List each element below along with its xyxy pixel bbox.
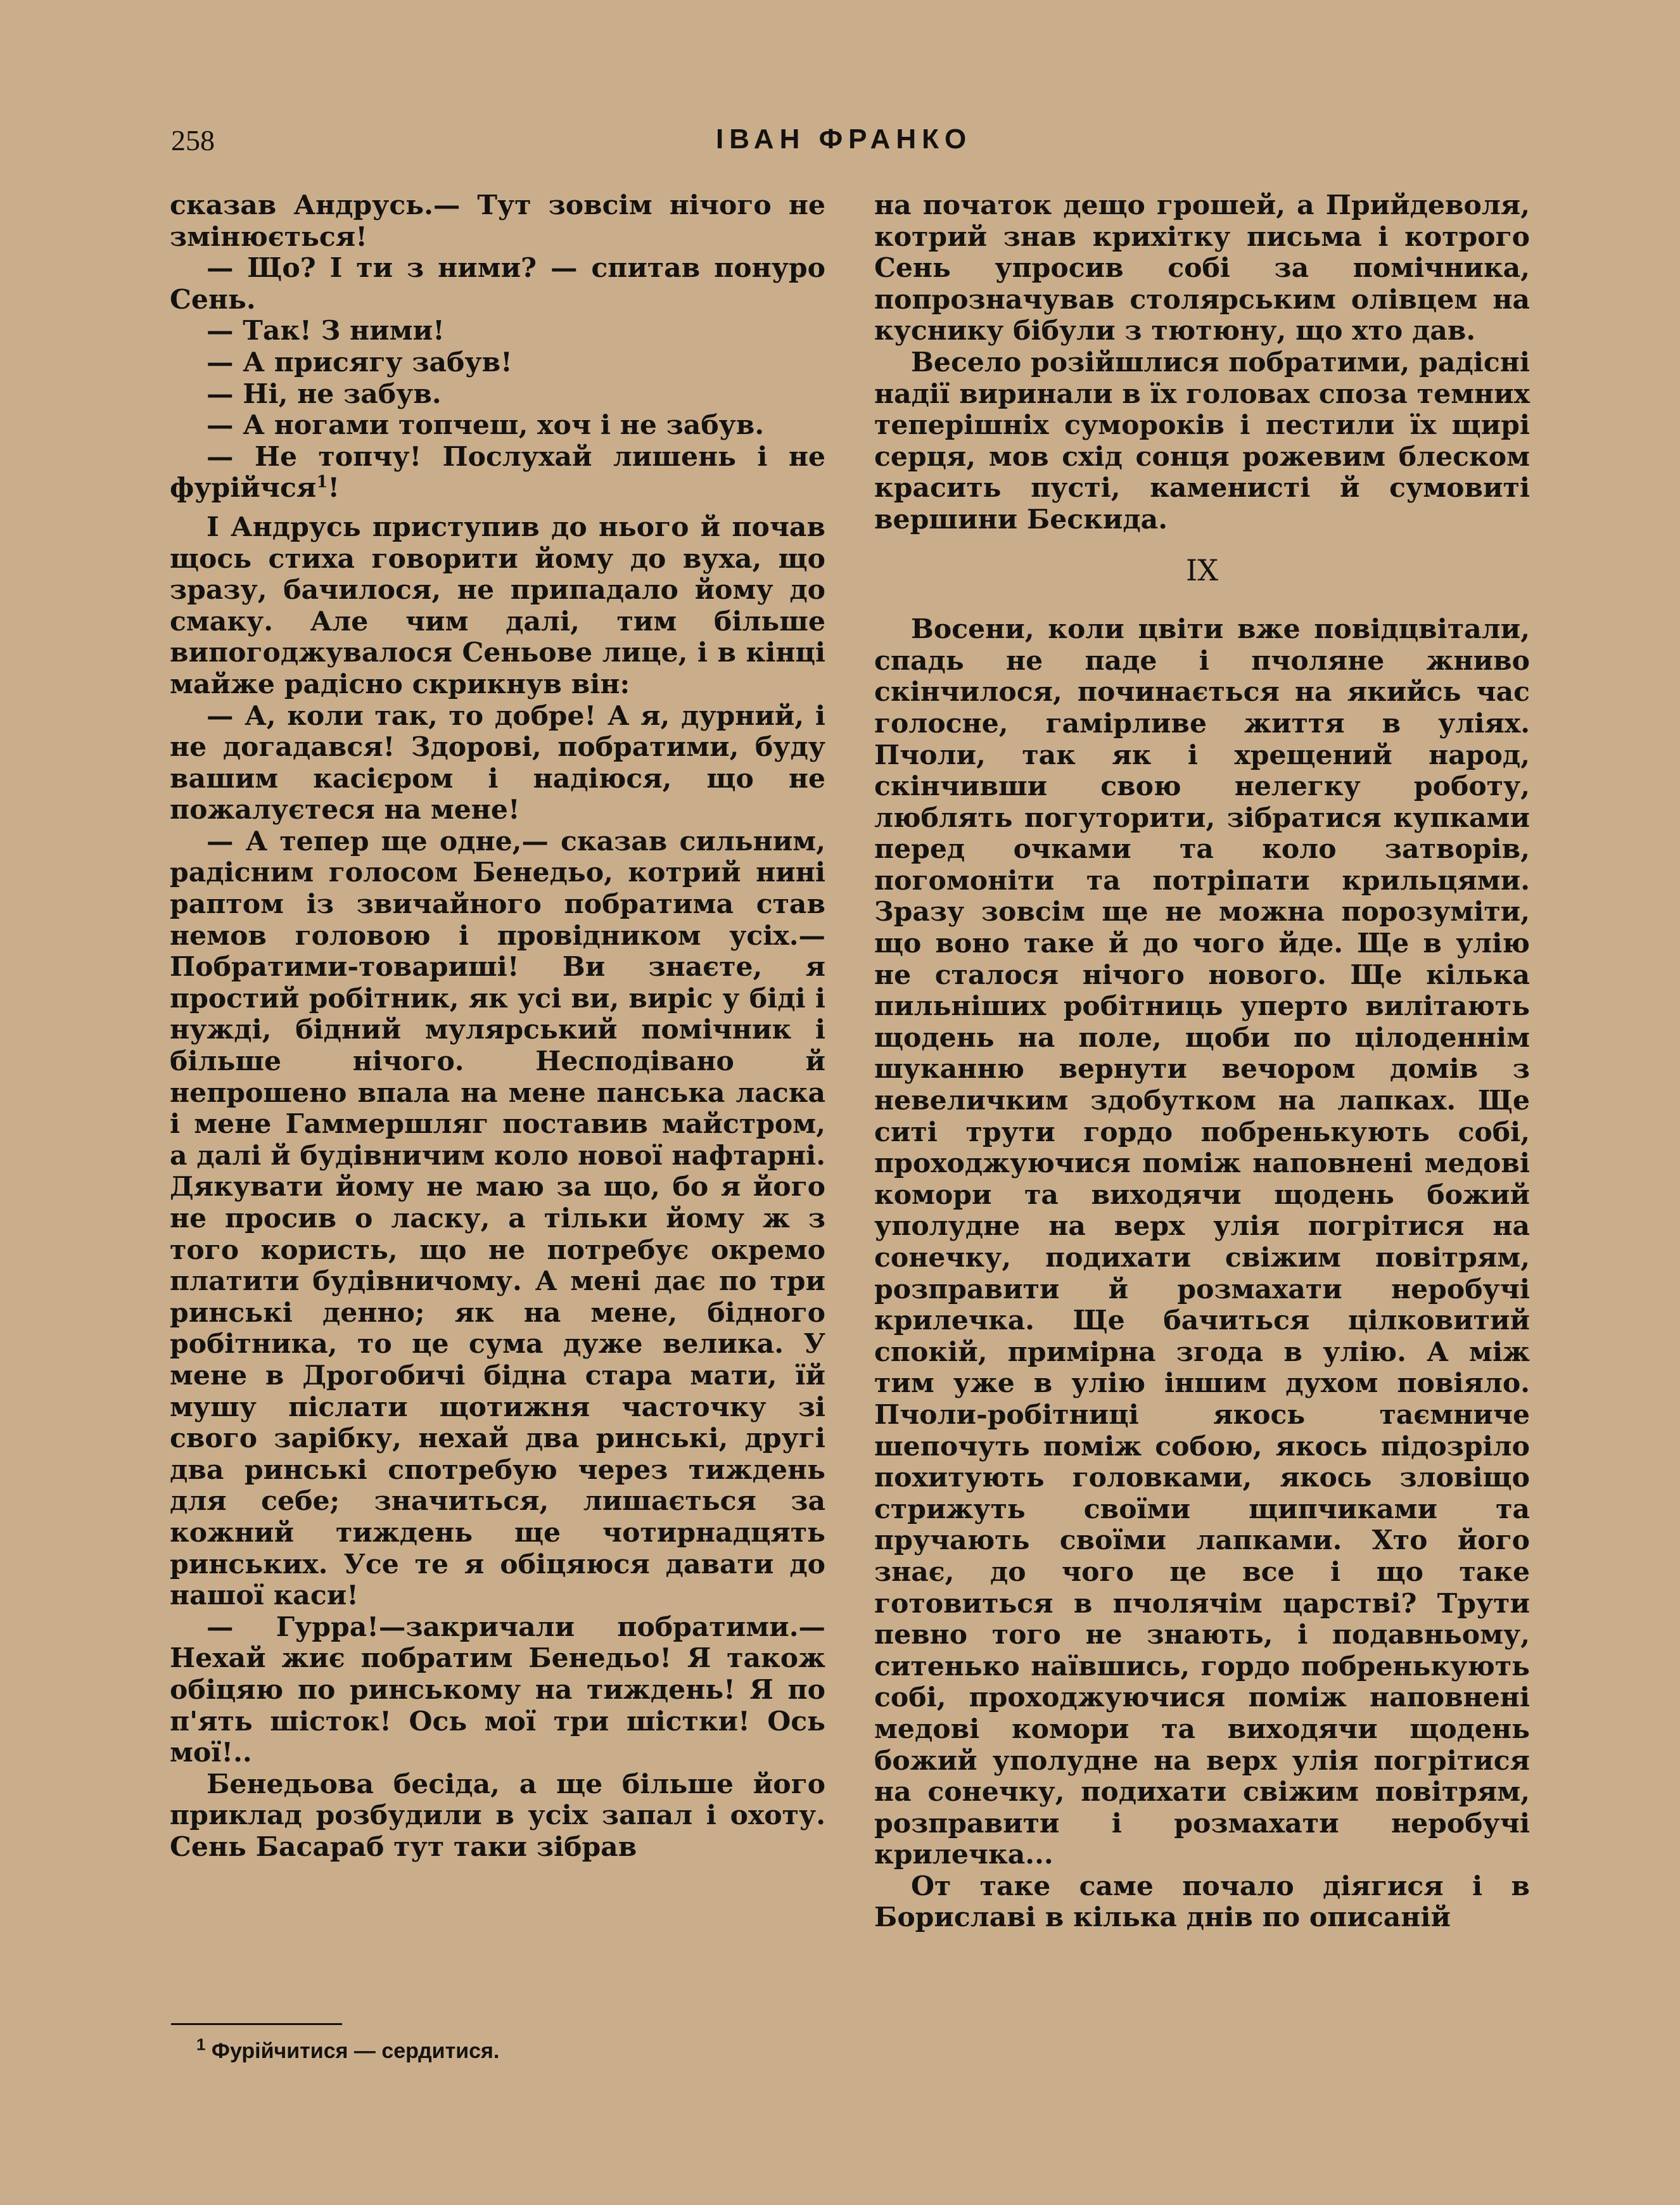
paragraph: — Гурра!—закричали побратими.— Нехай жиє побратим Бенедьо! Я також обіцяю по ринському на тиждень! Я по п'ять шісток! Ось мої три шістки! Ось мої!.. [170, 1611, 825, 1769]
paragraph: — А тепер ще одне,— сказав сильним, радісним голосом Бенедьо, котрий нині раптом із звичайного побратима став немов головою і провідником усіх.— Побратими-товариші! Ви знаєте, я простий робітник, як усі ви, виріс у біді і нужді, бідний мулярський помічник і більше нічого. Несподівано й непрошено впала на мене панська ласка і мене Гаммершляг поставив майстром, а далі й будівничим коло нової нафтарні. Дякувати йому не маю за що, бо я його не просив о ласку, а тільки йому ж з того користь, що не потребує окремо платити будівничому. А мені дає по три ринські денно; як на мене, бідного робітника, то це сума дуже велика. У мене в Дрогобичі бідна стара мати, їй мушу післати щотижня часточку зі свого зарібку, нехай два ринські, другі два ринські спотребую через тиждень для себе; значиться, лишається за кожний тиждень ще чотирнадцять ринських. Усе те я обіцяюся давати до нашої каси! [170, 825, 825, 1612]
paragraph: Восени, коли цвіти вже повідцвітали, спадь не паде і пчоляне жниво скінчилося, починається на якийсь час голосне, гамірливе життя в уліях. Пчоли, так як і хрещений народ, скінчивши свою нелегку роботу, люблять погуторити, зібратися купками перед очками та коло затворів, погомоніти та потріпати крильцями. Зразу зовсім ще не можна порозуміти, що воно таке й до чого йде. Ще в улію не сталося нічого нового. Ще кілька пильніших робітниць уперто вилітають щодень на поле, щоби по цілоденнім шуканню вернути вечором домів з невеличким здобутком на лапках. Ще ситі трути гордо побренькують собі, проходжуючися поміж наповнені медові комори та виходячи щодень божий уполудне на верх улія погрітися на сонечку, подихати свіжим повітрям, розправити й розмахати неробучі крилечка. Ще бачиться цілковитий спокій, примірна згода в улію. А між тим уже в улію іншим духом повіяло. Пчоли-робітниці якось таємниче шепочуть поміж собою, якось підозріло похитують головками, якось зловіщо стрижуть своїми щипчиками та пручають своїми лапками. Хто його знає, до чого це все і що таке готовиться в пчолячім царстві? Трути певно того не знають, і подавньому, ситенько наївшись, гордо побренькують собі, проходжуючися поміж наповнені медові комори та виходячи щодень божий уполудне на верх улія погрітися на сонечку, подихати свіжим повітрям, розправити і розмахати неробучі крилечка... [874, 613, 1530, 1871]
paragraph: І Андрусь приступив до нього й почав щось стиха говорити йому до вуха, що зразу, бачилося, не припадало йому до смаку. Але чим далі, тим більше випогоджувалося Сеньове лице, і в кінці майже радісно скрикнув він: [170, 511, 825, 700]
paragraph: — Що? І ти з ними? — спитав понуро Сень. [170, 252, 825, 316]
paragraph: Весело розійшлися побратими, радісні надії виринали в їх головах споза темних теперішніх суморокiв і пестили їх щирі серця, мов схід сонця рожевим блеском красить пусті, каменисті й сумовиті вершини Бескида. [874, 346, 1530, 535]
footnote-text: Фурійчитися — сердитися. [211, 2039, 500, 2063]
footnote-divider [171, 2023, 342, 2025]
paragraph: — Ні, не забув. [207, 378, 442, 410]
chapter-heading: IX [1186, 553, 1218, 587]
paragraph: — А, коли так, то добре! А я, дурний, і не догадався! Здорові, побратими, буду вашим касієром і надіюся, що не пожалуєтеся на мене! [170, 700, 825, 826]
paragraph: — А ногами топчеш, хоч і не забув. [207, 409, 765, 442]
footnote-marker: 1 [316, 473, 328, 492]
paragraph-with-footnote: — Не топчу! Послухай лишень і не фурійчся$^1$! [170, 440, 825, 504]
paragraph: сказав Андрусь.— Тут зовсім нічого не змінюється! [170, 189, 825, 253]
paragraph: От таке саме почало діягися і в Бориславі в кілька днів по описаній [874, 1870, 1530, 1934]
paragraph: на початок дещо грошей, а Прийдеволя, котрий знав крихітку письма і котрого Сень упросив собі за помічника, попрозначував столярським олівцем на куснику бібули з тютюну, що хто дав. [874, 189, 1530, 347]
paragraph: — А присягу забув! [207, 346, 512, 378]
left-column [170, 190, 825, 1863]
paragraph: — Так! З ними! [207, 315, 445, 347]
paragraph: Бенедьова бесіда, а ще більше його приклад розбудили в усіх запал і охоту. Сень Басараб тут таки зібрав [170, 1768, 825, 1863]
footnote-marker: 1 [196, 2035, 206, 2054]
footnote [196, 2035, 500, 2064]
page-header [171, 124, 1533, 162]
right-column [874, 190, 1530, 1934]
paragraph-text: — Не топчу! Послухай лишень і не фурійчся [170, 440, 825, 504]
running-title: ІВАН ФРАНКО [716, 124, 972, 155]
page-number: 258 [171, 124, 215, 157]
